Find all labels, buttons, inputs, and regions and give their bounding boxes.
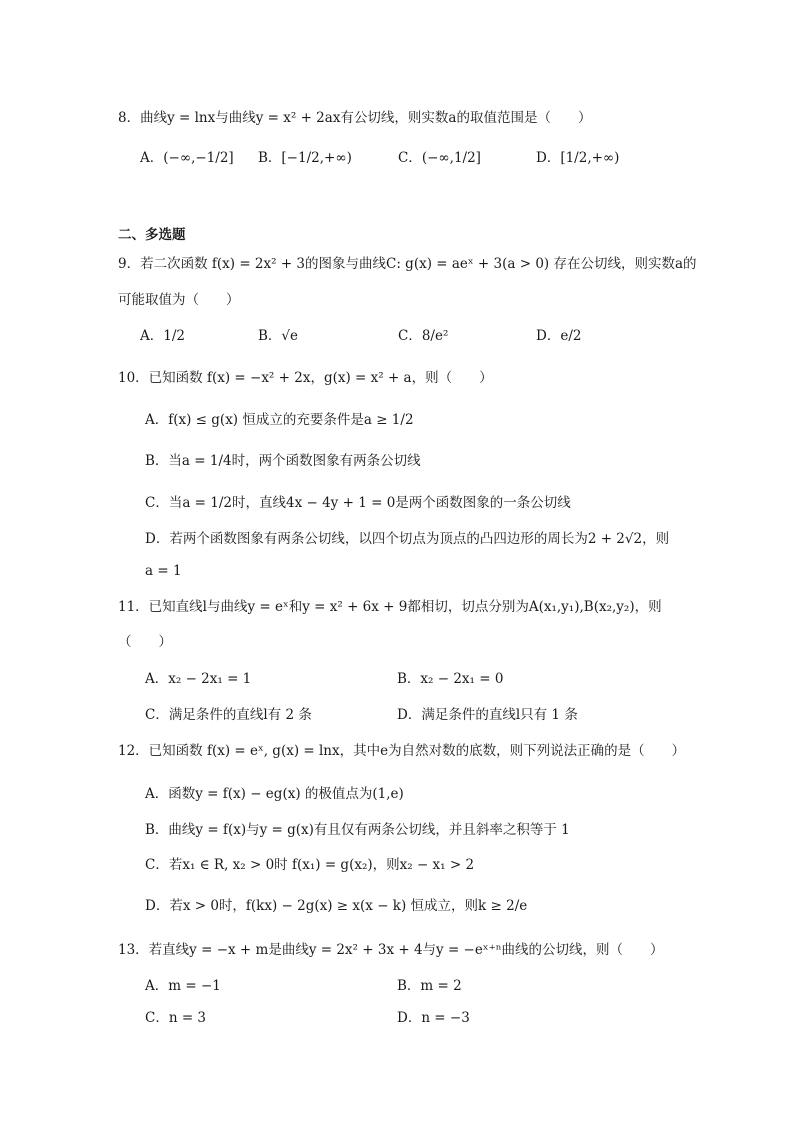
question-11-stem-line-1: 11．已知直线l与曲线y = eˣ和y = x² + 6x + 9都相切，切点分别为A(x₁,y₁),B(x₂,y₂)，则 (118, 599, 662, 615)
question-13-option-d: D．n = −3 (397, 1010, 470, 1026)
question-10-option-d-continued: a = 1 (145, 563, 182, 579)
question-8-option-c: C．(−∞,1/2] (398, 150, 481, 166)
question-9-stem-line-1: 9．若二次函数 f(x) = 2x² + 3的图象与曲线C: g(x) = aeˣ + 3(a > 0) 存在公切线，则实数a的 (118, 256, 697, 272)
question-12-stem: 12．已知函数 f(x) = eˣ, g(x) = lnx，其中e为自然对数的底数，则下列说法正确的是（ ） (118, 743, 686, 759)
question-9-option-b: B．√e (258, 328, 299, 344)
question-9-option-a: A．1/2 (140, 328, 185, 344)
question-9-option-d: D．e/2 (536, 328, 582, 344)
question-13-option-a: A．m = −1 (145, 978, 221, 994)
question-12-option-d: D．若x > 0时，f(kx) − 2g(x) ≥ x(x − k) 恒成立，则k ≥ 2/e (145, 898, 528, 914)
question-11-stem-line-2: （ ） (118, 634, 172, 650)
question-8-option-d: D．[1/2,+∞) (536, 150, 620, 166)
question-13-option-c: C．n = 3 (145, 1010, 207, 1026)
question-10-option-a: A．f(x) ≤ g(x) 恒成立的充要条件是a ≥ 1/2 (145, 412, 414, 428)
question-9-stem-line-2: 可能取值为（ ） (118, 292, 240, 308)
question-11-option-d: D．满足条件的直线l只有 1 条 (397, 707, 578, 723)
question-12-option-a: A．函数y = f(x) − eg(x) 的极值点为(1,e) (145, 786, 404, 802)
question-8-stem: 8．曲线y = lnx与曲线y = x² + 2ax有公切线，则实数a的取值范围是（ ） (118, 110, 592, 126)
question-10-option-c: C．当a = 1/2时，直线4x − 4y + 1 = 0是两个函数图象的一条公切线 (145, 495, 571, 511)
question-11-option-c: C．满足条件的直线l有 2 条 (145, 707, 312, 723)
question-13-stem: 13．若直线y = −x + m是曲线y = 2x² + 3x + 4与y = −eˣ⁺ⁿ曲线的公切线，则（ ） (118, 942, 664, 958)
section-title: 二、多选题 (118, 227, 186, 243)
question-9-option-c: C．8/e² (398, 328, 449, 344)
question-10-stem: 10．已知函数 f(x) = −x² + 2x，g(x) = x² + a，则（ ） (118, 370, 493, 386)
question-8-option-a: A．(−∞,−1/2] (140, 150, 234, 166)
question-11-option-b: B．x₂ − 2x₁ = 0 (397, 671, 504, 687)
question-11-option-a: A．x₂ − 2x₁ = 1 (145, 671, 252, 687)
question-12-option-c: C．若x₁ ∈ R, x₂ > 0时 f(x₁) = g(x₂)，则x₂ − x₁ > 2 (145, 857, 475, 873)
question-10-option-d: D．若两个函数图象有两条公切线，以四个切点为顶点的凸四边形的周长为2 + 2√2，则 (145, 531, 670, 547)
question-8-option-b: B．[−1/2,+∞) (258, 150, 352, 166)
question-13-option-b: B．m = 2 (397, 978, 462, 994)
question-12-option-b: B．曲线y = f(x)与y = g(x)有且仅有两条公切线，并且斜率之积等于 1 (145, 822, 570, 838)
question-10-option-b: B．当a = 1/4时，两个函数图象有两条公切线 (145, 453, 421, 469)
